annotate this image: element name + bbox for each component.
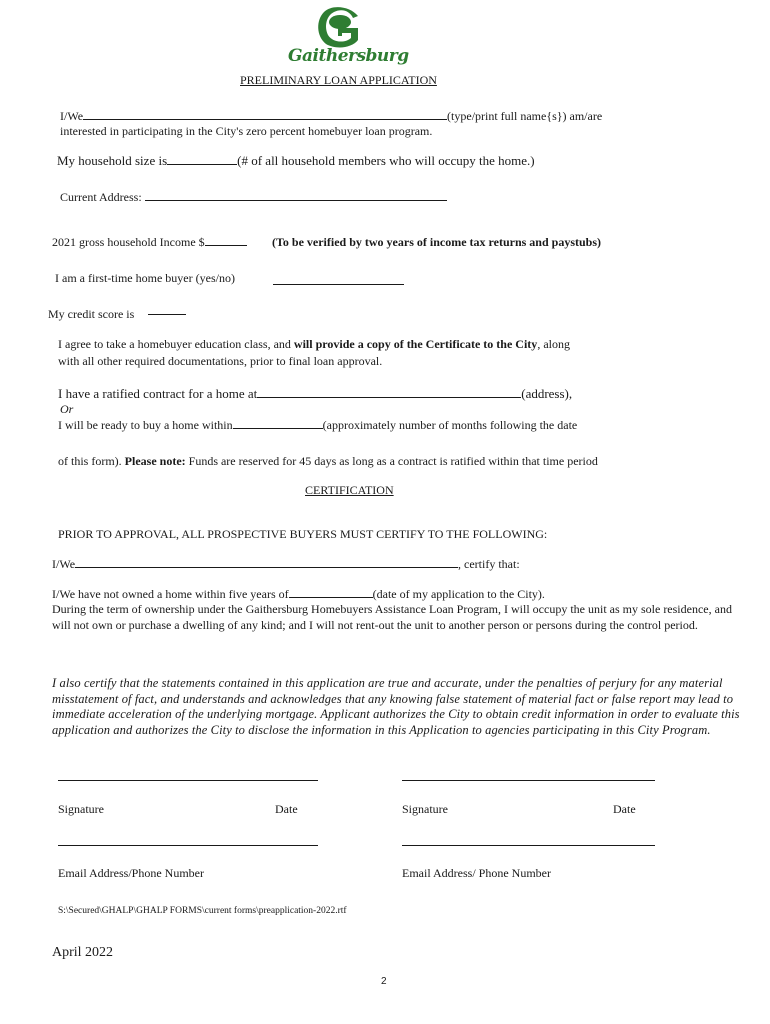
page-number: 2 bbox=[381, 976, 387, 987]
right-signature-label: Signature bbox=[402, 802, 448, 816]
owned-line bbox=[52, 587, 545, 602]
contract-suffix: (address), bbox=[521, 386, 573, 401]
please-note-bold: Please note: bbox=[124, 454, 186, 468]
owned-suffix: (date of my application to the City). bbox=[372, 587, 545, 601]
credit-score-field[interactable] bbox=[148, 314, 186, 315]
right-date-label: Date bbox=[613, 802, 636, 816]
income-field[interactable] bbox=[205, 235, 247, 246]
ready-suffix: (approximately number of months following the date bbox=[322, 418, 578, 432]
income-note: (To be verified by two years of income tax returns and paystubs) bbox=[272, 235, 601, 249]
application-date-field[interactable] bbox=[289, 587, 373, 598]
income-line bbox=[52, 235, 247, 250]
ready-prefix: I will be ready to buy a home within bbox=[58, 418, 233, 432]
education-bold-text: will provide a copy of the Certificate to the City bbox=[293, 337, 538, 351]
certification-intro: PRIOR TO APPROVAL, ALL PROSPECTIVE BUYERS MUST CERTIFY TO THE FOLLOWING: bbox=[58, 527, 548, 541]
form-title: PRELIMINARY LOAN APPLICATION bbox=[240, 73, 437, 87]
right-contact-field[interactable] bbox=[402, 845, 655, 846]
certify-line bbox=[52, 557, 520, 572]
right-contact-label: Email Address/ Phone Number bbox=[402, 866, 551, 880]
ready-line bbox=[58, 418, 577, 433]
income-label: 2021 gross household Income $ bbox=[52, 235, 205, 249]
certification-heading: CERTIFICATION bbox=[305, 483, 394, 497]
left-contact-label: Email Address/Phone Number bbox=[58, 866, 204, 880]
left-contact-field[interactable] bbox=[58, 845, 318, 846]
ownership-term-paragraph: During the term of ownership under the Gaithersburg Homebuyers Assistance Loan Program, I will occupy the unit as my sole residence, and will not own or purchase a dwelling of any kind; and I will not rent-out the unit to another person or persons during the control period. bbox=[52, 602, 732, 632]
education-text-2: , along bbox=[537, 337, 570, 351]
applicant-prefix: I/We bbox=[60, 109, 84, 123]
logo-text: Gaithersburg bbox=[288, 46, 409, 66]
household-prefix: My household size is bbox=[57, 153, 168, 168]
household-suffix: (# of all household members who will occupy the home.) bbox=[237, 153, 535, 168]
credit-score-label: My credit score is bbox=[48, 307, 135, 321]
months-field[interactable] bbox=[233, 418, 323, 429]
household-size-field[interactable] bbox=[167, 154, 237, 165]
file-path: S:\Secured\GHALP\GHALP FORMS\current forms\preapplication-2022.rtf bbox=[58, 906, 347, 916]
form-date-line bbox=[58, 454, 598, 469]
right-signature-field[interactable] bbox=[402, 780, 655, 781]
certify-suffix: , certify that: bbox=[458, 557, 520, 571]
certification-statement: I also certify that the statements contained in this application are true and accurate, under the penalties of perjury for any material misstatement of fact, and understands and acknowledges that any knowing false statement of material fact or false report may lead to immediate acceleration of the underlying mortgage. Applicant authorizes the City to obtain credit information in order to evaluate this application and authorizes the City to disclose the information in this Application to agencies participating in this City Program. bbox=[52, 676, 740, 737]
contract-line bbox=[58, 386, 572, 402]
education-line-1 bbox=[58, 337, 570, 352]
gaithersburg-logo bbox=[288, 2, 409, 70]
household-size-line bbox=[57, 153, 535, 169]
left-signature-field[interactable] bbox=[58, 780, 318, 781]
form-date-pre: of this form). bbox=[58, 454, 125, 468]
contract-address-field[interactable] bbox=[257, 387, 521, 398]
education-text-1: I agree to take a homebuyer education class, and bbox=[58, 337, 294, 351]
first-time-field[interactable] bbox=[273, 284, 404, 285]
form-date-post: Funds are reserved for 45 days as long as a contract is ratified within that time period bbox=[185, 454, 598, 468]
applicant-suffix: (type/print full name{s}) am/are bbox=[447, 109, 603, 123]
owned-prefix: I/We have not owned a home within five years of bbox=[52, 587, 289, 601]
address-field[interactable] bbox=[145, 190, 447, 201]
certify-name-field[interactable] bbox=[75, 557, 458, 568]
first-time-label: I am a first-time home buyer (yes/no) bbox=[55, 271, 235, 285]
current-address-line bbox=[60, 190, 447, 205]
form-date: April 2022 bbox=[52, 945, 114, 960]
applicant-name-field[interactable] bbox=[83, 109, 447, 120]
left-date-label: Date bbox=[275, 802, 298, 816]
address-label: Current Address: bbox=[60, 190, 142, 204]
applicant-line-1 bbox=[60, 109, 602, 124]
or-text: Or bbox=[60, 402, 74, 416]
applicant-line-2: interested in participating in the City's zero percent homebuyer loan program. bbox=[60, 124, 433, 138]
left-signature-label: Signature bbox=[58, 802, 104, 816]
education-line-2: with all other required documentations, prior to final loan approval. bbox=[58, 354, 383, 368]
certify-prefix: I/We bbox=[52, 557, 76, 571]
tree-in-letter-g-icon bbox=[288, 2, 392, 50]
contract-prefix: I have a ratified contract for a home at bbox=[58, 386, 258, 401]
